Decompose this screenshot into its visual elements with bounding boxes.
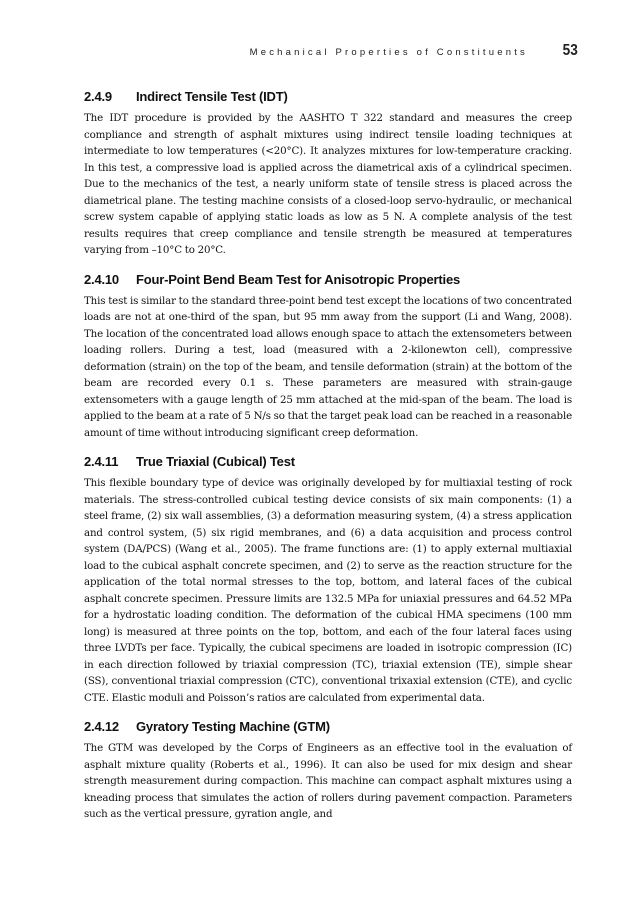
section-heading bbox=[84, 272, 572, 288]
section-title: Gyratory Testing Machine (GTM) bbox=[136, 719, 330, 734]
running-head bbox=[60, 42, 578, 64]
section-number: 2.4.10 bbox=[84, 271, 119, 287]
section-paragraph: This test is similar to the standard three-point bend test except the locations of two concentrated loads are not at one-third of the span, but 95 mm away from the support (Li and Wang, 2008). The location of the concentrated load allows enough space to attach the extensometers between loading rollers. During a test, load (measured with a 2-kilonewton cell), compressive deformation (strain) on the top of the beam, and tensile deformation (strain) at the bottom of the beam are recorded every 0.1 s. These parameters are measured with strain-gauge extensometers with a gauge length of 25 mm attached at the mid-span of the beam. The load is applied to the beam at a rate of 5 N/s so that the target peak load can be reached in a reasonable amount of time without introducing significant creep deformation. bbox=[84, 294, 572, 439]
running-head-title: Mechanical Properties of Constituents bbox=[249, 47, 528, 58]
section-paragraph: The IDT procedure is provided by the AASHTO T 322 standard and measures the creep compliance and strength of asphalt mixtures using indirect tensile loading techniques at intermediate to low temperatures (<20°C). It analyzes mixtures for low-temperature cracking. In this test, a compressive load is applied across the diametrical axis of a cylindrical specimen. Due to the mechanics of the test, a nearly uniform state of tensile stress is placed across the diametrical plane. The testing machine consists of a closed-loop servo-hydraulic, or mechanical screw system capable of applying static loads as low as 5 N. A complete analysis of the test results requires that creep compliance and tensile strength be measured at temperatures varying from –10°C to 20°C. bbox=[84, 112, 572, 256]
section-title: True Triaxial (Cubical) Test bbox=[136, 454, 295, 469]
section-heading bbox=[84, 89, 572, 105]
section-title: Indirect Tensile Test (IDT) bbox=[136, 89, 288, 104]
section-2-4-10 bbox=[84, 272, 572, 442]
section-number: 2.4.12 bbox=[84, 719, 119, 734]
page-number: 53 bbox=[562, 42, 578, 59]
section-2-4-9 bbox=[84, 89, 572, 259]
section-paragraph: The GTM was developed by the Corps of Engineers as an effective tool in the evaluation of asphalt mixture quality (Roberts et al., 1996). It can also be used for mix design and shear strength measurement during compaction. This machine can compact asphalt mixtures using a kneading process that simulates the action of rollers during pavement compaction. Parameters such as the vertical pressure, gyration angle, and bbox=[84, 742, 572, 820]
section-heading bbox=[84, 719, 572, 735]
section-title: Four-Point Bend Beam Test for Anisotropic Properties bbox=[136, 271, 461, 287]
section-number: 2.4.9 bbox=[84, 89, 112, 104]
section-number: 2.4.11 bbox=[84, 454, 119, 469]
section-paragraph: This flexible boundary type of device was originally developed by for multiaxial testing of rock materials. The stress-controlled cubical testing device consists of six main components: (1) a steel frame, (2) six wall assemblies, (3) a deformation measuring system, (4) a stress application and control system, (5) six rigid membranes, and (6) a data acquisition and process control system (DA/PCS) (Wang et al., 2005). The frame functions are: (1) to apply external multiaxial load to the cubical asphalt concrete specimen, and (2) to serve as the reaction structure for the application of the total normal stresses to the top, bottom, and lateral faces of the cubical asphalt concrete specimen. Pressure limits are 132.5 MPa for uniaxial pressures and 64.52 MPa for a hydrostatic loading condition. The deformation of the cubical HMA specimens (100 mm long) is measured at three points on the top, bottom, and each of the four lateral faces using three LVDTs per face. Typically, the cubical specimens are loaded in isotropic compression (IC) in each direction followed by triaxial compression (TC), triaxial extension (TE), simple shear (SS), conventional triaxial compression (CTC), conventional trixaxial extension (CTE), and cyclic CTE. Elastic moduli and Poisson’s ratios are calculated from experimental data. bbox=[84, 477, 572, 704]
section-2-4-11 bbox=[84, 454, 572, 706]
section-heading bbox=[84, 454, 572, 470]
body-content bbox=[84, 89, 572, 836]
section-2-4-12 bbox=[84, 719, 572, 823]
